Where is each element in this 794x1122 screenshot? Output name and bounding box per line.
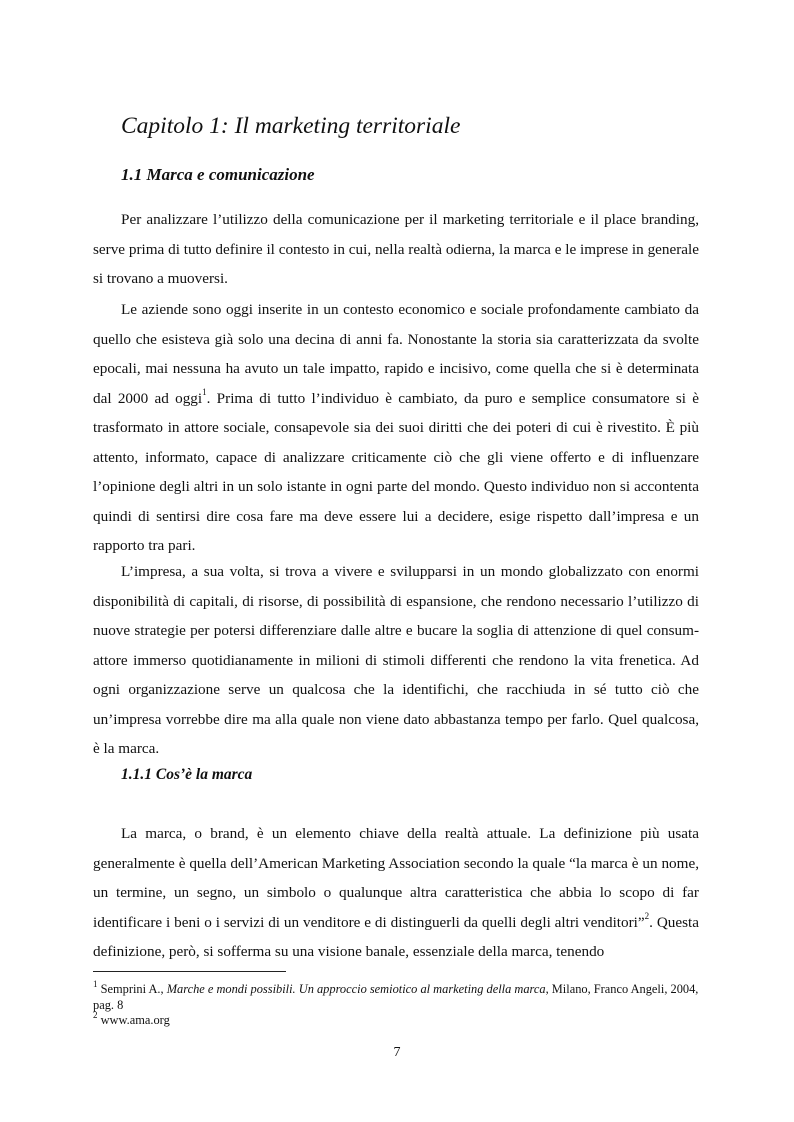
- footnote-1-publication: , Milano, Franco Angeli, 2004, pag. 8: [93, 982, 699, 1012]
- chapter-title: Capitolo 1: Il marketing territoriale: [121, 113, 461, 139]
- footnote-2: [93, 1009, 699, 1029]
- section-title: 1.1 Marca e comunicazione: [121, 165, 315, 184]
- paragraph-context: Per analizzare l’utilizzo della comunicazione per il marketing territoriale e il place branding, serve prima di tutto definire il contesto in cui, nella realtà odierna, la marca e le imprese in generale si trovano a muoversi.: [93, 211, 699, 287]
- footnote-1: [93, 978, 699, 1013]
- footnote-ref-1[interactable]: 1: [202, 387, 207, 398]
- subsection-title: 1.1.1 Cos’è la marca: [121, 766, 253, 783]
- footnotes: [93, 978, 699, 1029]
- paragraph-companies-text-start: Le aziende sono oggi inserite in un contesto economico e sociale profondamente cambiato da quello che esisteva già solo una decina di anni fa. Nonostante la storia sia caratterizzata da svolte epocali, mai nessuna ha avuto un tale impatto, rapido e incisivo, come quella che si è determinata dal 2000 ad oggi: [93, 301, 699, 407]
- footnote-1-author: Semprini A.,: [100, 982, 167, 996]
- footnote-1-number: 1: [93, 978, 98, 989]
- paragraph-enterprise: L’impresa, a sua volta, si trova a vivere e svilupparsi in un mondo globalizzato con enormi disponibilità di capitali, di risorse, di possibilità di espansione, che rendono necessario l’utilizzo di nuove strategie per potersi differenziare dalle altre e bucare la soglia di attenzione di quel consum-attore immerso quotidianamente in milioni di stimoli differenti che rendono la vita frenetica. Ad ogni organizzazione serve un qualcosa che la identifichi, che racchiuda in sé tutto ciò che un’impresa vorrebbe dire ma alla quale non viene dato abbastanza tempo per farlo. Quel qualcosa, è la marca.: [93, 563, 699, 757]
- paragraph-companies-text-end: . Prima di tutto l’individuo è cambiato, da puro e semplice consumatore si è trasformato in attore sociale, consapevole sia dei suoi diritti che dei poteri di cui è rivestito. È più attento, informato, capace di analizzare criticamente ciò che gli viene offerto e di influenzare l’opinione degli altri in un solo istante in ogni parte del mondo. Questo individuo non si accontenta quindi di sentirsi dire cosa fare ma deve essere lui a decidere, esige rispetto dall’impresa e un rapporto tra pari.: [93, 389, 700, 554]
- footnote-ref-2[interactable]: 2: [644, 911, 650, 922]
- footnote-1-book-title: Marche e mondi possibili. Un approccio semiotico al marketing della marca: [166, 982, 546, 996]
- footnote-divider: [93, 971, 286, 972]
- paragraph-brand-definition: [93, 819, 699, 967]
- paragraph-brand-text-end: . Questa definizione, però, si sofferma su una visione banale, essenziale della marca, tenendo: [93, 913, 699, 960]
- footnote-2-number: 2: [93, 1009, 98, 1020]
- paragraph-companies: [93, 295, 699, 561]
- page-number: 7: [393, 1045, 401, 1060]
- paragraph-brand-text-start: La marca, o brand, è un elemento chiave della realtà attuale. La definizione più usata generalmente è quella dell’American Marketing Association secondo la quale “la marca è un nome, un termine, un segno, un simbolo o qualunque altra caratteristica che abbia lo scopo di far identificare i beni o i servizi di un venditore e di distinguerli da quelli degli altri venditori”: [93, 825, 699, 931]
- footnote-2-link[interactable]: www.ama.org: [100, 1013, 170, 1027]
